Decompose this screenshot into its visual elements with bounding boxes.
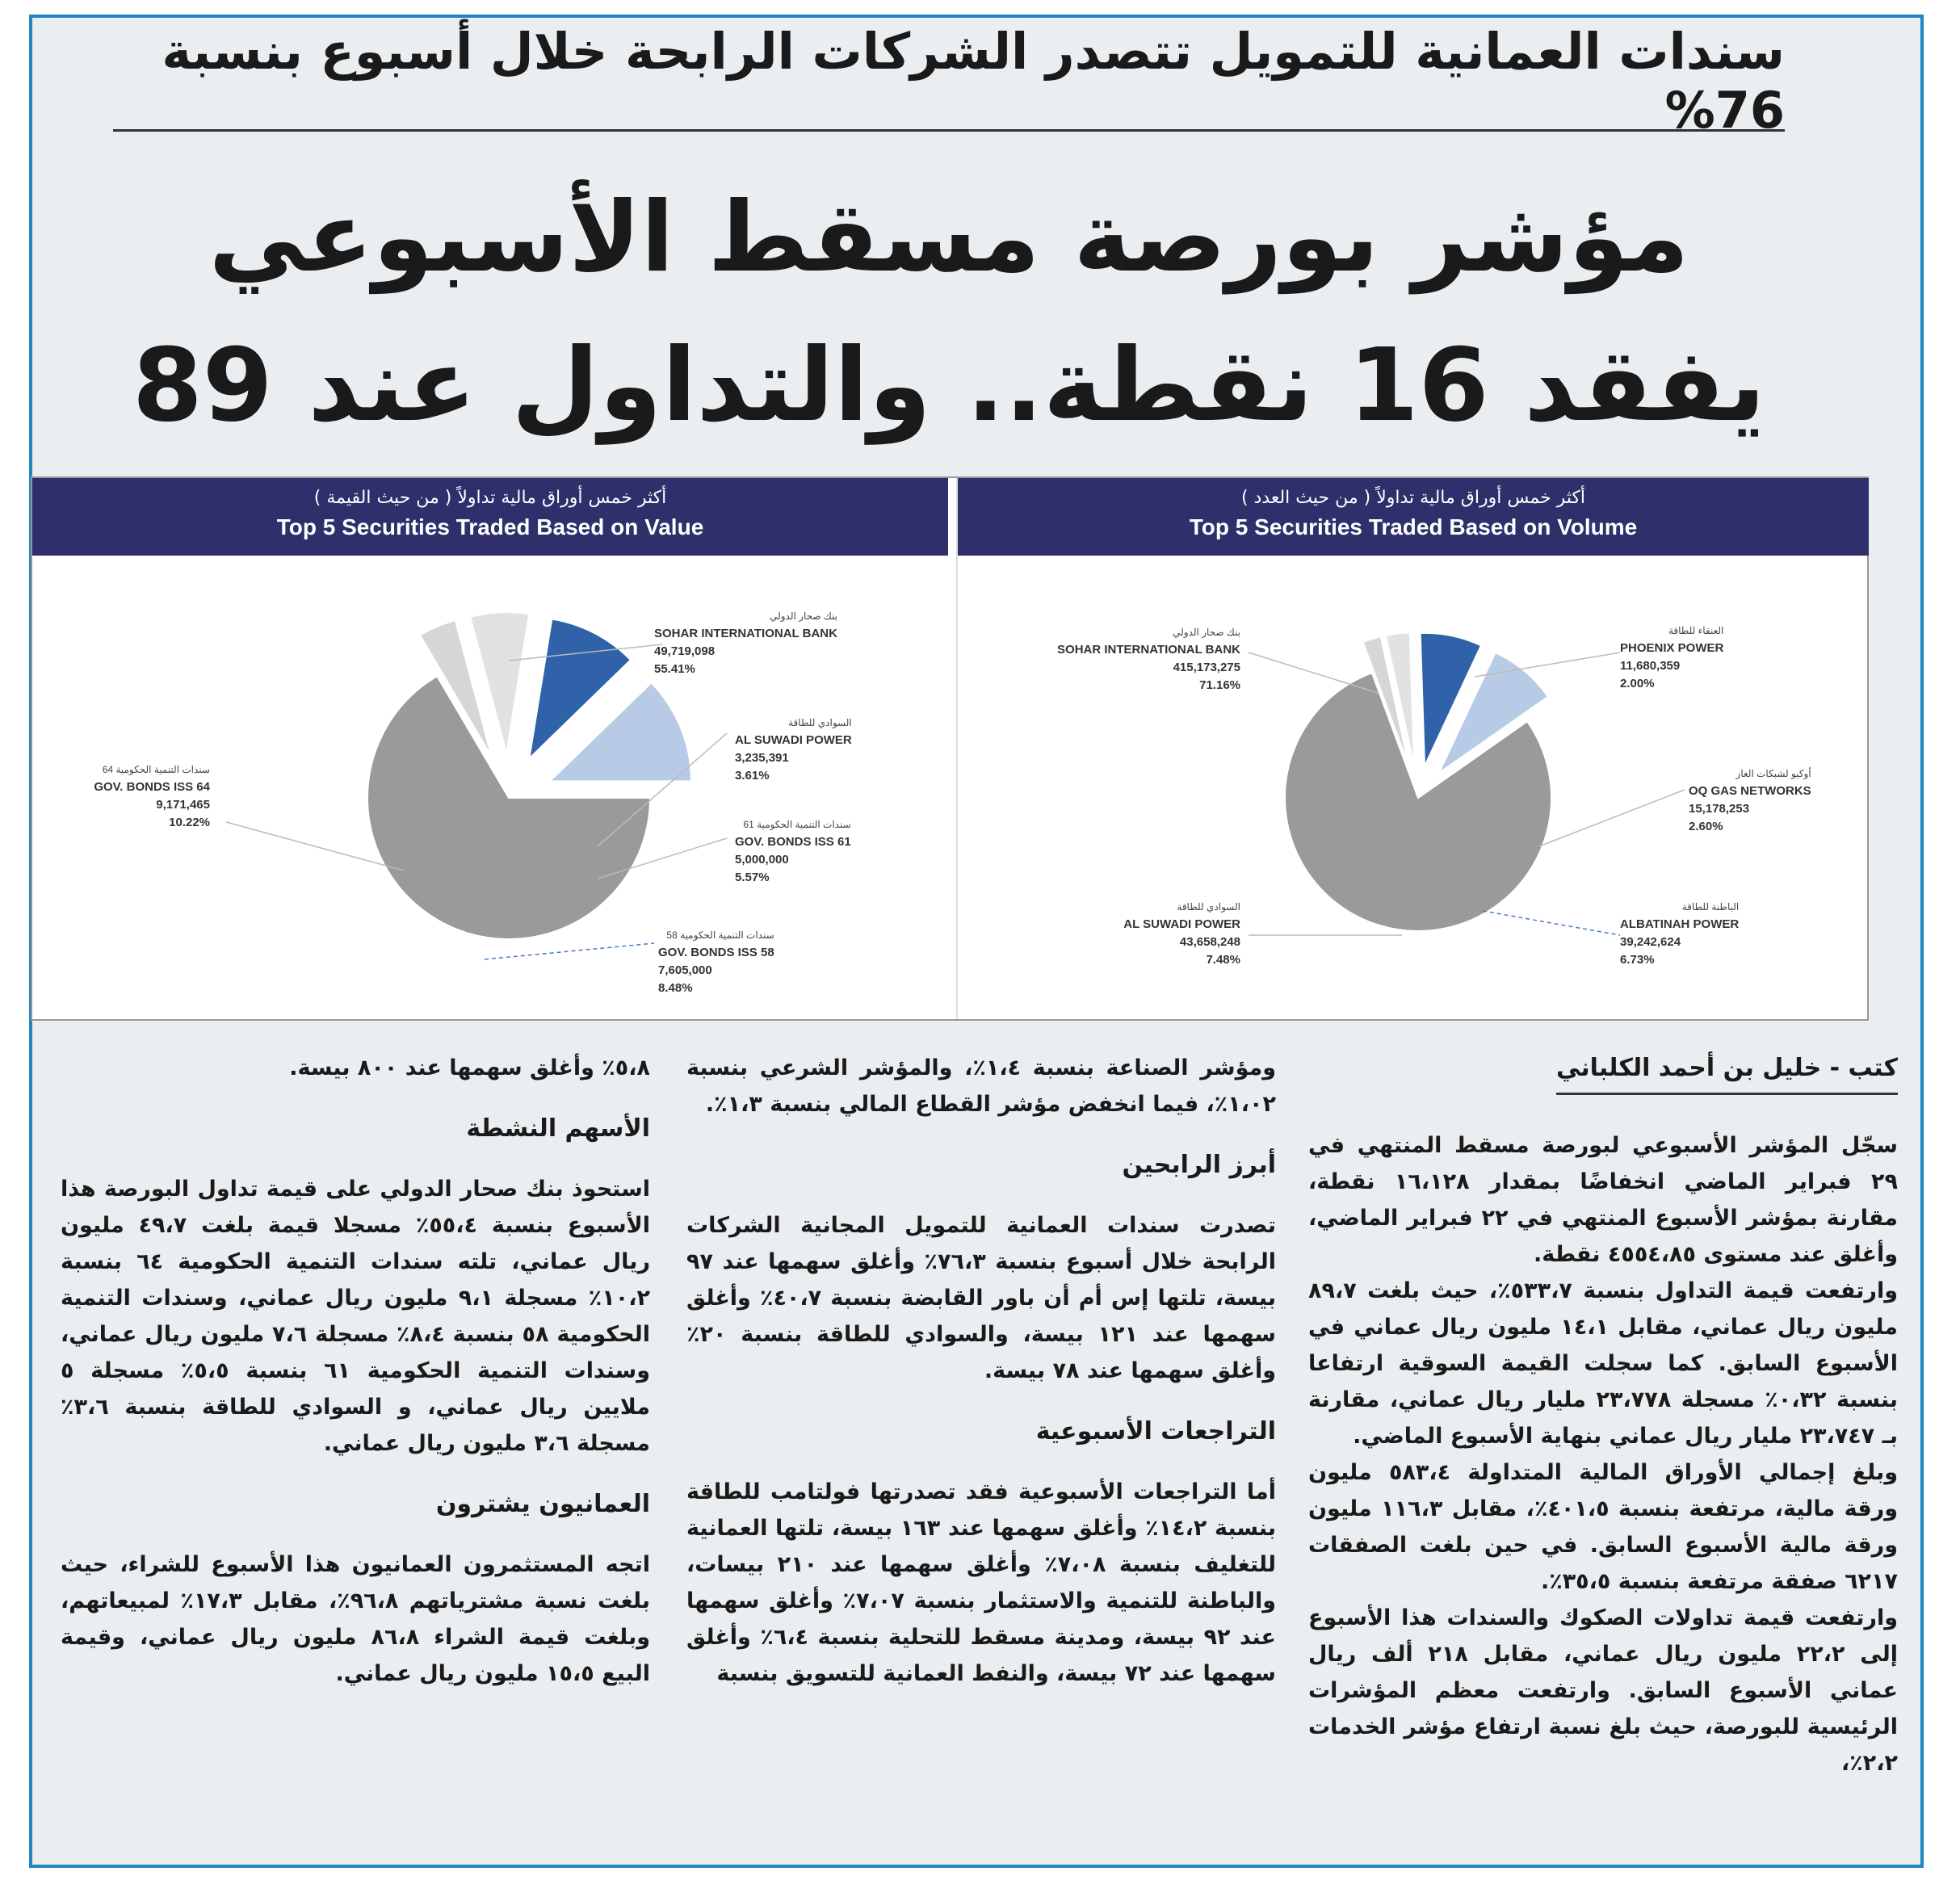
chart-header-volume [958, 478, 1869, 556]
label-sohar-value: بنك صحار الدولي SOHAR INTERNATIONAL BANK 49,719,098 55.41% [654, 611, 837, 676]
chart-title-ar: أكثر خمس أوراق مالية تداولاً ( من حيث القيمة ) [313, 488, 667, 508]
article-column-2 [686, 1050, 1276, 1692]
charts-box [31, 476, 1869, 1021]
paragraph: وارتفعت قيمة تداولات الصكوك والسندات هذا الأسبوع إلى ٢٢،٢ مليون ريال عماني، مقابل ٢١٨ ألف ريال عماني الأسبوع السابق. وارتفعت معظم المؤشرات الرئيسية للبورصة، حيث بلغ نسبة ارتفاع مؤشر الخدمات ٢،٢٪، [1308, 1605, 1898, 1776]
label-bonds58-value: سندات التنمية الحكومية 58 GOV. BONDS ISS 58 7,605,000 8.48% [658, 929, 774, 995]
main-headline-line1: مؤشر بورصة مسقط الأسبوعي [208, 182, 1689, 294]
chart-header-value [32, 478, 948, 556]
paragraph: استحوذ بنك صحار الدولي على قيمة تداول البورصة هذا الأسبوع بنسبة ٥٥،٤٪ مسجلا قيمة بلغت ٤٩،٧ مليون ريال عماني، تلته سندات التنمية الحكومية ٦٤ بنسبة ١٠،٢٪ مسجلة ٩،١ مليون ريال عماني، وسندات التنمية الحكومية ٥٨ بنسبة ٨،٤٪ مسجلة ٧،٦ مليون ريال عماني، وسندات التنمية الحكومية ٦١ بنسبة ٥،٥٪ مسجلة ٥ ملايين ريال عماني، و السوادي للطاقة بنسبة ٣،٦٪ مسجلة ٣،٦ مليون ريال عماني. [61, 1177, 651, 1456]
section-heading: أبرز الرابحين [1122, 1151, 1276, 1179]
paragraph: وبلغ إجمالي الأوراق المالية المتداولة ٥٨٣،٤ مليون ورقة مالية، مرتفعة بنسبة ٤٠١،٥٪، مقابل ١١٦،٣ مليون ورقة مالية الأسبوع السابق. في حين بلغت الصفقات ٦٢١٧ صفقة مرتفعة بنسبة ٣٥،٥٪. [1308, 1460, 1899, 1594]
paragraph: اتجه المستثمرون العمانيون هذا الأسبوع للشراء، حيث بلغت نسبة مشترياتهم ٩٦،٨٪، مقابل ١٧،٣٪ لمبيعاتهم، وبلغت قيمة الشراء ٨٦،٨ مليون ريال عماني، وقيمة البيع ١٥،٥ مليون ريال عماني. [61, 1552, 651, 1686]
paragraph: أما التراجعات الأسبوعية فقد تصدرتها فولتامب للطاقة بنسبة ١٤،٢٪ وأغلق سهمها عند ١٦٣ بيسة، تلتها العمانية للتغليف بنسبة ٧،٠٨٪ وأغلق سهمها عند ٢١٠ بيسات، والباطنة للتنمية والاستثمار بنسبة ٧،٠٧٪ وأغلق سهمها عند ٩٢ بيسة، ومدينة مسقط للتحلية بنسبة ٦،٤٪ وأغلق سهمها عند ٧٢ بيسة، والنفط العمانية للتسويق بنسبة [686, 1479, 1277, 1686]
paragraph: ٥،٨٪ وأغلق سهمها عند ٨٠٠ بيسة. [289, 1055, 650, 1080]
article-column-3 [61, 1050, 650, 1692]
chart-panel-volume [956, 478, 1869, 1019]
section-heading: الأسهم النشطة [466, 1114, 650, 1143]
chart-title-ar: أكثر خمس أوراق مالية تداولاً ( من حيث العدد ) [1240, 488, 1586, 508]
byline: كتب - خليل بن أحمد الكلباني [1556, 1050, 1898, 1095]
section-heading: العمانيون يشترون [435, 1490, 650, 1518]
paragraph: تصدرت سندات العمانية للتمويل المجانية الشركات الرابحة خلال أسبوع بنسبة ٧٦،٣٪ وأغلق سهمها عند ٩٧ بيسة، تلتها إس أم أن باور القابضة بنسبة ٤٠،٧٪ وأغلق سهمها عند ١٢١ بيسة، والسوادي للطاقة بنسبة ٢٠٪ وأغلق سهمها عند ٧٨ بيسة. [686, 1213, 1276, 1383]
label-suwadi-volume: السوادي للطاقة AL SUWADI POWER 43,658,248 7.48% [1123, 901, 1240, 967]
label-oqgas-volume: أوكيو لشبكات الغاز OQ GAS NETWORKS 15,178,253 2.60% [1689, 768, 1811, 833]
label-bonds61-value: سندات التنمية الحكومية 61 GOV. BONDS ISS 61 5,000,000 5.57% [735, 819, 851, 884]
label-sohar-volume: بنك صحار الدولي SOHAR INTERNATIONAL BANK 415,173,275 71.16% [1057, 627, 1240, 692]
label-albatinah-volume: الباطنة للطاقة ALBATINAH POWER 39,242,624 6.73% [1620, 901, 1740, 967]
label-suwadi-value: السوادي للطاقة AL SUWADI POWER 3,235,391 3.61% [735, 717, 852, 783]
section-heading: التراجعات الأسبوعية [1035, 1417, 1276, 1446]
leader-line [485, 943, 654, 959]
paragraph: وارتفعت قيمة التداول بنسبة ٥٣٣،٧٪، حيث بلغت ٨٩،٧ مليون ريال عماني، مقابل ١٤،١ مليون ريال عماني في الأسبوع السابق. كما سجلت القيمة السوقية ارتفاعا بنسبة ٠،٣٢٪ مسجلة ٢٣،٧٧٨ مليار ريال عماني، مقارنة بـ ٢٣،٧٤٧ مليار ريال عماني بنهاية الأسبوع الماضي. [1308, 1278, 1899, 1449]
chart-title: Top 5 Securities Traded Based on Volume [1189, 514, 1638, 539]
label-bonds64-value: سندات التنمية الحكومية 64 GOV. BONDS ISS 64 9,171,465 10.22% [94, 764, 210, 829]
chart-title: Top 5 Securities Traded Based on Value [276, 514, 704, 539]
leader-line [1539, 790, 1685, 846]
label-phoenix-volume: العنقاء للطاقة PHOENIX POWER 11,680,359 2.00% [1620, 625, 1724, 690]
leader-line [1249, 652, 1378, 693]
chart-panel-value [32, 478, 948, 1019]
kicker-headline: سندات العمانية للتمويل تتصدر الشركات الرابحة خلال أسبوع بنسبة 76% [113, 32, 1785, 132]
paragraph: ومؤشر الصناعة بنسبة ١،٤٪، والمؤشر الشرعي بنسبة ١،٠٢٪، فيما انخفض مؤشر القطاع المالي بنسبة ١،٣٪. [686, 1055, 1276, 1117]
main-headline-line2: يفقد 16 نقطة.. والتداول عند 89 [132, 327, 1766, 444]
leader-line [1483, 911, 1620, 935]
article-column-1 [1308, 1050, 1898, 1781]
paragraph: سجّل المؤشر الأسبوعي لبورصة مسقط المنتهي في ٢٩ فبراير الماضي انخفاضًا بمقدار ١٦،١٢٨ نقطة، مقارنة بمؤشر الأسبوع المنتهي في ٢٢ فبراير الماضي، وأغلق عند مستوى ٤٥٥٤،٨٥ نقطة. [1308, 1133, 1898, 1267]
